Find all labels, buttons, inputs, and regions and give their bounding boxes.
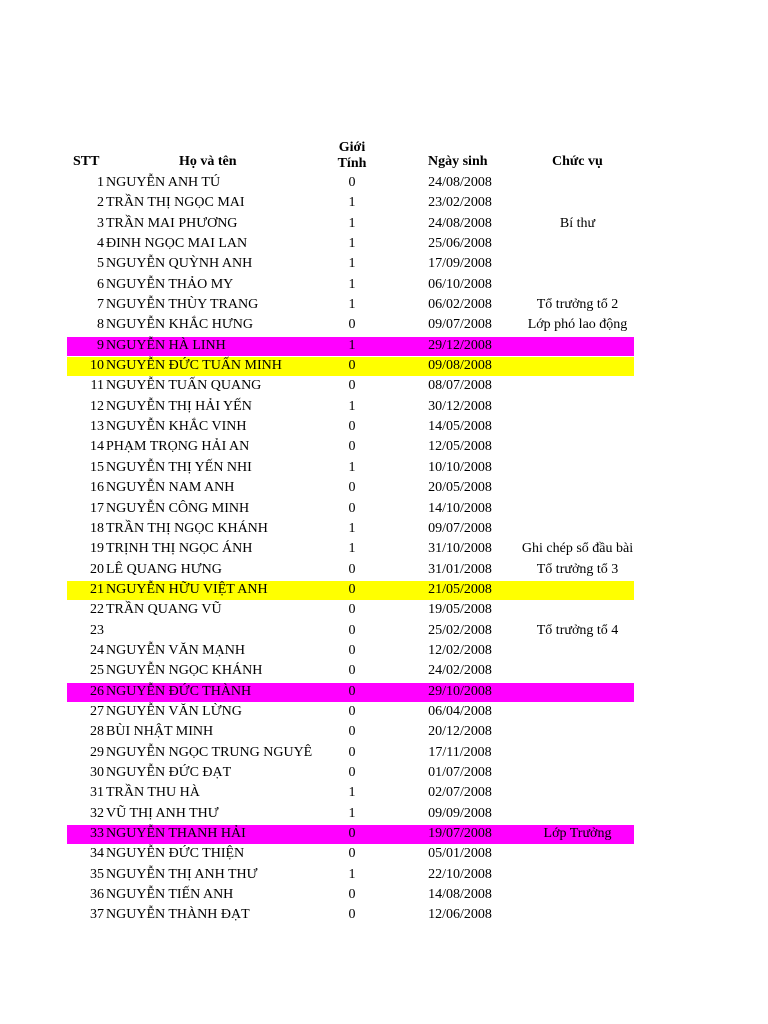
cell-dob: 29/12/2008 xyxy=(428,337,492,353)
table-row xyxy=(0,600,768,620)
cell-stt: 34 xyxy=(90,846,104,862)
cell-name: TRẦN THỊ NGỌC MAI xyxy=(106,195,245,211)
cell-dob: 30/12/2008 xyxy=(428,398,492,414)
cell-stt: 31 xyxy=(90,785,104,801)
cell-sex: 1 xyxy=(348,866,356,882)
table-row xyxy=(0,437,768,457)
table-row xyxy=(0,315,768,335)
cell-stt: 9 xyxy=(97,337,104,353)
cell-sex: 0 xyxy=(348,602,356,618)
table-row xyxy=(0,356,768,376)
cell-stt: 3 xyxy=(97,215,104,231)
cell-stt: 18 xyxy=(90,520,104,536)
cell-name: NGUYỄN CÔNG MINH xyxy=(106,500,250,516)
cell-role: Lớp phó lao động xyxy=(527,317,628,333)
cell-sex: 0 xyxy=(348,480,356,496)
table-row xyxy=(0,478,768,498)
cell-stt: 26 xyxy=(90,683,104,699)
cell-name: NGUYỄN ĐỨC THIỆN xyxy=(106,846,245,862)
cell-role: Bí thư xyxy=(559,215,596,231)
header-sex xyxy=(330,140,374,172)
cell-stt: 6 xyxy=(97,276,104,292)
cell-dob: 02/07/2008 xyxy=(428,785,492,801)
cell-dob: 31/10/2008 xyxy=(428,541,492,557)
cell-sex: 0 xyxy=(348,175,356,190)
cell-dob: 24/08/2008 xyxy=(428,175,492,190)
cell-dob: 23/02/2008 xyxy=(428,195,492,211)
cell-stt: 19 xyxy=(90,541,104,557)
cell-name: NGUYỄN HÀ LINH xyxy=(106,337,226,353)
cell-dob: 09/07/2008 xyxy=(428,520,492,536)
student-table xyxy=(0,173,768,926)
table-row xyxy=(0,763,768,783)
table-row xyxy=(0,580,768,600)
cell-dob: 24/08/2008 xyxy=(428,215,492,231)
cell-name: NGUYỄN THÙY TRANG xyxy=(106,297,259,313)
cell-name: NGUYỄN TUẤN QUANG xyxy=(106,378,262,394)
cell-dob: 17/11/2008 xyxy=(428,744,492,760)
cell-name: NGUYỄN KHẮC VINH xyxy=(106,419,247,435)
cell-dob: 05/01/2008 xyxy=(428,846,492,862)
cell-sex: 0 xyxy=(348,907,356,923)
cell-sex: 0 xyxy=(348,703,356,719)
cell-name: TRỊNH THỊ NGỌC ÁNH xyxy=(106,541,253,557)
cell-name: NGUYỄN NGỌC KHÁNH xyxy=(106,663,263,679)
cell-dob: 25/06/2008 xyxy=(428,236,492,252)
cell-sex: 0 xyxy=(348,317,356,333)
cell-sex: 1 xyxy=(348,785,356,801)
cell-name: PHẠM TRỌNG HẢI AN xyxy=(106,439,250,455)
cell-stt: 33 xyxy=(90,826,104,841)
cell-sex: 1 xyxy=(348,520,356,536)
cell-dob: 14/10/2008 xyxy=(428,500,492,516)
cell-sex: 0 xyxy=(348,764,356,780)
cell-stt: 10 xyxy=(90,358,104,374)
cell-stt: 25 xyxy=(90,663,104,679)
table-row xyxy=(0,234,768,254)
cell-dob: 25/02/2008 xyxy=(428,622,492,638)
cell-stt: 12 xyxy=(90,398,104,414)
table-row xyxy=(0,417,768,437)
cell-dob: 20/05/2008 xyxy=(428,480,492,496)
cell-stt: 21 xyxy=(90,581,104,597)
cell-stt: 29 xyxy=(90,744,104,760)
header-role: Chức vụ xyxy=(552,154,603,169)
cell-dob: 09/07/2008 xyxy=(428,317,492,333)
cell-sex: 0 xyxy=(348,561,356,577)
cell-name: NGUYỄN ĐỨC TUẤN MINH xyxy=(106,358,282,374)
cell-dob: 08/07/2008 xyxy=(428,378,492,394)
table-row xyxy=(0,844,768,864)
cell-sex: 1 xyxy=(348,215,356,231)
cell-stt: 16 xyxy=(90,480,104,496)
table-row xyxy=(0,560,768,580)
cell-sex: 0 xyxy=(348,663,356,679)
cell-name: NGUYỄN NAM ANH xyxy=(106,480,235,496)
cell-sex: 1 xyxy=(348,805,356,821)
cell-name: LÊ QUANG HƯNG xyxy=(106,561,222,577)
cell-role: Ghi chép sổ đầu bài xyxy=(521,541,634,557)
cell-dob: 12/06/2008 xyxy=(428,907,492,923)
cell-name: NGUYỄN THÀNH ĐẠT xyxy=(106,907,250,923)
cell-name: NGUYỄN THẢO MY xyxy=(106,276,234,292)
cell-stt: 5 xyxy=(97,256,104,272)
cell-dob: 19/07/2008 xyxy=(428,826,492,841)
table-row xyxy=(0,824,768,844)
cell-sex: 0 xyxy=(348,683,356,699)
table-row xyxy=(0,702,768,722)
cell-name: NGUYỄN THỊ HẢI YẾN xyxy=(106,398,252,414)
cell-sex: 1 xyxy=(348,398,356,414)
cell-sex: 0 xyxy=(348,826,356,841)
table-row xyxy=(0,905,768,925)
table-row xyxy=(0,743,768,763)
cell-sex: 1 xyxy=(348,337,356,353)
cell-name: NGUYỄN NGỌC TRUNG NGUYÊ xyxy=(106,744,313,760)
cell-dob: 21/05/2008 xyxy=(428,581,492,597)
cell-stt: 4 xyxy=(97,236,104,252)
table-row xyxy=(0,458,768,478)
header-stt: STT xyxy=(73,154,100,169)
table-row xyxy=(0,804,768,824)
cell-name: TRẦN THU HÀ xyxy=(106,785,200,801)
cell-sex: 1 xyxy=(348,195,356,211)
table-row xyxy=(0,885,768,905)
cell-dob: 20/12/2008 xyxy=(428,724,492,740)
cell-name: NGUYỄN ĐỨC THÀNH xyxy=(106,683,252,699)
cell-stt: 28 xyxy=(90,724,104,740)
cell-sex: 1 xyxy=(348,256,356,272)
cell-sex: 0 xyxy=(348,724,356,740)
table-row xyxy=(0,173,768,193)
cell-role: Tổ trưởng tổ 3 xyxy=(536,561,619,577)
header-sex-line1: Giới xyxy=(338,140,366,155)
cell-sex: 0 xyxy=(348,622,356,638)
cell-stt: 14 xyxy=(90,439,104,455)
cell-name: BÙI NHẬT MINH xyxy=(106,724,214,740)
table-row xyxy=(0,254,768,274)
table-row xyxy=(0,621,768,641)
table-row xyxy=(0,214,768,234)
cell-stt: 2 xyxy=(97,195,104,211)
cell-stt: 7 xyxy=(97,297,104,313)
header-name: Họ và tên xyxy=(179,154,237,169)
cell-name: NGUYỄN KHẮC HƯNG xyxy=(106,317,253,333)
cell-dob: 06/04/2008 xyxy=(428,703,492,719)
cell-dob: 19/05/2008 xyxy=(428,602,492,618)
table-row xyxy=(0,499,768,519)
cell-role: Lớp Trưởng xyxy=(543,826,612,841)
cell-dob: 09/09/2008 xyxy=(428,805,492,821)
cell-sex: 0 xyxy=(348,500,356,516)
table-row xyxy=(0,783,768,803)
cell-dob: 06/10/2008 xyxy=(428,276,492,292)
header-sex-line2: Tính xyxy=(337,156,367,171)
table-row xyxy=(0,336,768,356)
cell-name: NGUYỄN THANH HẢI xyxy=(106,826,246,841)
cell-stt: 32 xyxy=(90,805,104,821)
table-row xyxy=(0,295,768,315)
table-row xyxy=(0,376,768,396)
cell-stt: 30 xyxy=(90,764,104,780)
cell-name: NGUYỄN ĐỨC ĐẠT xyxy=(106,764,232,780)
table-row xyxy=(0,397,768,417)
table-row xyxy=(0,539,768,559)
cell-stt: 20 xyxy=(90,561,104,577)
cell-name: NGUYỄN THỊ ANH THƯ xyxy=(106,866,258,882)
cell-stt: 8 xyxy=(97,317,104,333)
cell-sex: 1 xyxy=(348,541,356,557)
cell-stt: 1 xyxy=(97,175,104,190)
cell-stt: 22 xyxy=(90,602,104,618)
cell-stt: 24 xyxy=(90,642,104,658)
cell-dob: 12/02/2008 xyxy=(428,642,492,658)
cell-dob: 01/07/2008 xyxy=(428,764,492,780)
cell-name: NGUYỄN HỮU VIỆT ANH xyxy=(106,581,268,597)
cell-sex: 0 xyxy=(348,581,356,597)
cell-name: NGUYỄN THỊ YẾN NHI xyxy=(106,459,252,475)
table-row xyxy=(0,193,768,213)
table-row xyxy=(0,682,768,702)
table-row xyxy=(0,661,768,681)
cell-name: NGUYỄN QUỲNH ANH xyxy=(106,256,253,272)
cell-name: NGUYỄN VĂN MẠNH xyxy=(106,642,245,658)
cell-sex: 0 xyxy=(348,378,356,394)
cell-dob: 10/10/2008 xyxy=(428,459,492,475)
cell-name: NGUYỄN ANH TÚ xyxy=(106,175,221,190)
cell-stt: 35 xyxy=(90,866,104,882)
cell-sex: 1 xyxy=(348,297,356,313)
cell-dob: 17/09/2008 xyxy=(428,256,492,272)
cell-stt: 15 xyxy=(90,459,104,475)
cell-stt: 11 xyxy=(90,378,104,394)
table-row xyxy=(0,519,768,539)
cell-dob: 22/10/2008 xyxy=(428,866,492,882)
cell-stt: 37 xyxy=(90,907,104,923)
table-row xyxy=(0,722,768,742)
cell-sex: 1 xyxy=(348,459,356,475)
cell-sex: 1 xyxy=(348,276,356,292)
cell-dob: 29/10/2008 xyxy=(428,683,492,699)
cell-sex: 0 xyxy=(348,846,356,862)
cell-name: TRẦN QUANG VŨ xyxy=(106,602,222,618)
table-row xyxy=(0,641,768,661)
cell-sex: 0 xyxy=(348,887,356,903)
cell-sex: 0 xyxy=(348,744,356,760)
cell-dob: 09/08/2008 xyxy=(428,358,492,374)
header-dob: Ngày sinh xyxy=(428,154,488,169)
cell-name: TRẦN THỊ NGỌC KHÁNH xyxy=(106,520,268,536)
cell-sex: 1 xyxy=(348,236,356,252)
cell-name: NGUYỄN VĂN LỪNG xyxy=(106,703,242,719)
cell-stt: 27 xyxy=(90,703,104,719)
cell-dob: 24/02/2008 xyxy=(428,663,492,679)
cell-sex: 0 xyxy=(348,439,356,455)
cell-sex: 0 xyxy=(348,419,356,435)
cell-sex: 0 xyxy=(348,642,356,658)
cell-dob: 14/08/2008 xyxy=(428,887,492,903)
cell-dob: 12/05/2008 xyxy=(428,439,492,455)
cell-role: Tổ trưởng tổ 2 xyxy=(536,297,619,313)
cell-role: Tổ trưởng tổ 4 xyxy=(536,622,619,638)
cell-stt: 13 xyxy=(90,419,104,435)
cell-stt: 23 xyxy=(90,622,104,638)
cell-dob: 14/05/2008 xyxy=(428,419,492,435)
cell-name: TRẦN MAI PHƯƠNG xyxy=(106,215,238,231)
table-row xyxy=(0,275,768,295)
cell-name: VŨ THỊ ANH THƯ xyxy=(106,805,219,821)
cell-sex: 0 xyxy=(348,358,356,374)
cell-dob: 06/02/2008 xyxy=(428,297,492,313)
cell-stt: 17 xyxy=(90,500,104,516)
cell-dob: 31/01/2008 xyxy=(428,561,492,577)
cell-name: ĐINH NGỌC MAI LAN xyxy=(106,236,248,252)
table-row xyxy=(0,865,768,885)
cell-name: NGUYỄN TIẾN ANH xyxy=(106,887,234,903)
cell-stt: 36 xyxy=(90,887,104,903)
